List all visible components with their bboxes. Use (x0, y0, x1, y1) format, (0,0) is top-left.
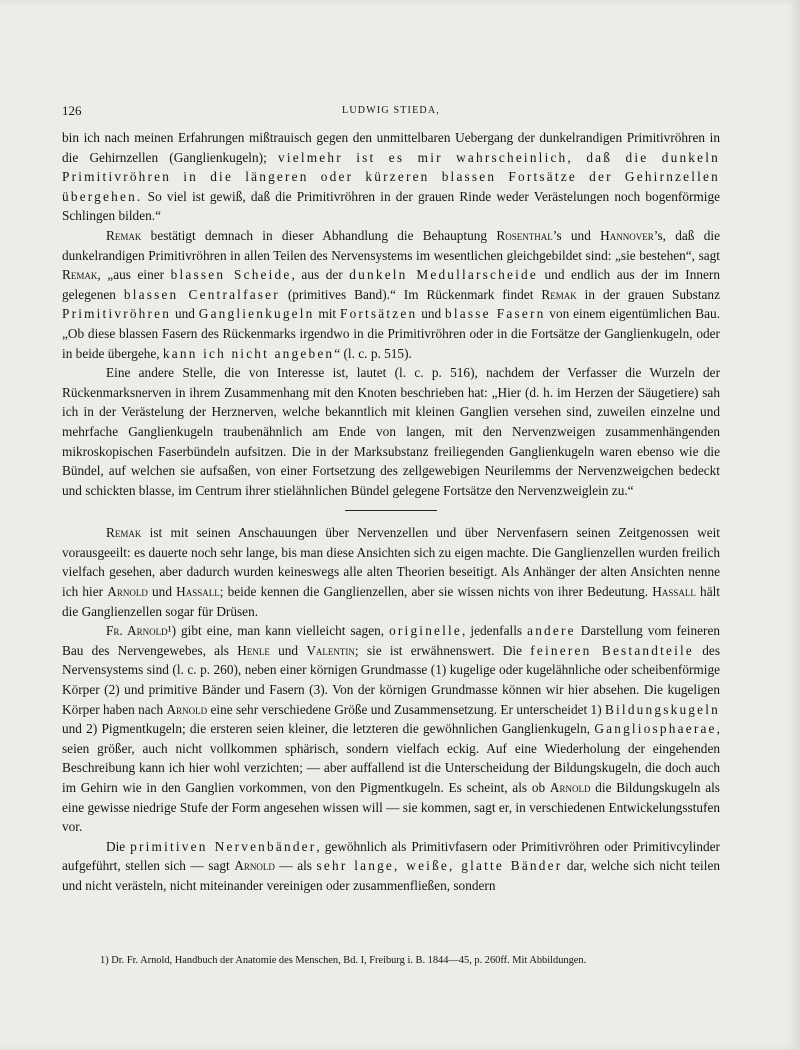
emphasized-text: dunkeln Medullarscheide (349, 267, 538, 283)
emphasized-text: Fortsätzen (339, 306, 418, 322)
emphasized-text: primitiven Nervenbänder (130, 838, 317, 854)
author-name: Arnold (234, 858, 275, 874)
text-run: ’s und (552, 227, 601, 243)
emphasized-text: sehr lange, weiße, glatte Bänder (316, 858, 563, 874)
author-name: Hannover (600, 227, 654, 243)
author-name: Arnold (166, 701, 208, 717)
text-run: Eine andere Stelle, die von Interesse ist, lautet (l. c. p. 516), nachdem der Verfasser die Wurzeln der Rückenmarksnerven in ihrem Zusammenhang mit den Knoten beschrieben hat: „Hier (d. h. im Herzen der Säugetiere) sah ich in der Verästelung der Herznerven, welche bekanntlich mit kleinen Ganglien versehen sind, zuweilen einzelne und mehrfache Ganglienkugeln traubenähnlich am Ende von langen, mit den Nervenzweigen zusammenhängenden mikroskopischen Faserbündeln aufsitzen. Die in der Marksubstanz freiliegenden Ganglienkugeln waren ebenso wie die Bündel, auf welchen sie aufsaßen, von einer Fortsetzung des zellgewebigen Neurilemms der Nervenzweigchen bedeckt und schickten blasse, im Centrum ihrer stielähnlichen Bündel gelegene Fortsätze den Nervenzweiglein zu.“ (62, 365, 720, 498)
text-run: ¹) gibt eine, man kann vielleicht sagen, (167, 623, 390, 639)
text-run: — als (274, 858, 317, 874)
text-run: und endlich aus der im Innern gelegenen (62, 267, 720, 302)
author-name: Arnold (107, 584, 148, 600)
text-run: eine sehr verschiedene Größe und Zusammensetzung. Er unterscheidet 1) (207, 701, 605, 717)
emphasized-text: Ganglienkugeln (198, 306, 315, 322)
emphasized-text: blassen Scheide (170, 267, 292, 283)
text-run: und (147, 584, 177, 600)
emphasized-text: andere (527, 623, 576, 639)
text-run: hält die Ganglienzellen sogar für Drüsen. (62, 584, 720, 619)
text-run: , aus der (291, 267, 350, 283)
page-number: 126 (62, 103, 82, 118)
text-run: des Nervensystems sind (l. c. p. 260), neben einer körnigen Grundmasse (1) kugelige oder kugelähnliche oder scheibenförmige Körper (2) und primitive Bänder und Fasern (3). Von der körnigen Grundmasse können wir hier absehen. Die kugeligen Körper haben nach (62, 642, 721, 717)
running-head: LUDWIG STIEDA, (342, 105, 440, 116)
text-run: “ (l. c. p. 515). (334, 345, 412, 361)
text-run: und (171, 306, 199, 322)
emphasized-text: Gangliosphaerae (594, 721, 717, 737)
text-run: ; beide kennen die Ganglienzellen, aber sie wissen nichts von ihrer Bedeutung. (219, 584, 653, 600)
author-name: Arnold (549, 780, 591, 795)
body-text (62, 128, 720, 896)
text-run: Darstellung vom feineren Bau des Nervengewebes, als (62, 623, 720, 658)
emphasized-text: kann ich nicht angeben (162, 345, 335, 361)
text-run: , gewöhnlich als Primitivfasern oder Primitivröhren oder Primitivcylinder aufgeführt, stellen sich — sagt (62, 838, 720, 874)
text-run: Die (106, 838, 131, 854)
paragraph (62, 837, 720, 896)
text-run: und (269, 642, 307, 658)
author-name: Fr. Arnold (106, 623, 168, 639)
text-run: mit (314, 306, 340, 322)
text-run: ; sie ist erwähnenswert. Die (354, 642, 531, 658)
text-run: (primitives Band).“ Im Rückenmark findet (279, 286, 542, 302)
paragraph (62, 523, 720, 621)
section-divider (345, 510, 437, 511)
emphasized-text: originelle (389, 623, 463, 639)
author-name: Hassall (176, 584, 220, 600)
author-name: Hassall (652, 584, 696, 600)
footnote: 1) Dr. Fr. Arnold, Handbuch der Anatomie des Menschen, Bd. I, Freiburg i. B. 1844—45, p. 260ff. Mit Abbildungen. (100, 955, 587, 966)
text-run: in der grauen Substanz (576, 286, 720, 302)
text-run: und (417, 306, 446, 322)
text-run: und 2) Pigmentkugeln; die ersteren seien kleiner, die letzteren die gewöhnlichen Ganglienkugeln, (62, 721, 595, 737)
text-run: von einem eigentümlichen Bau. „Ob diese blassen Fasern des Rückenmarks irgendwo in die Primitivröhren oder in die Fortsätze der Ganglienkugeln, oder in beide übergehe, (62, 306, 721, 361)
author-name: Remak (62, 267, 98, 283)
paragraph (62, 621, 720, 837)
emphasized-text: blassen Centralfaser (123, 286, 280, 302)
author-name: Remak (541, 286, 577, 302)
text-run: die Bildungskugeln als eine gewisse niedrige Stufe der Form angesehen wissen will — sie kommen, sagt er, in verschiedenen Entwickelungsstufen vor. (62, 780, 720, 835)
text-run: So viel ist gewiß, daß die Primitivröhren in der grauen Rinde weder Verästelungen noch bogenförmige Schlingen bilden.“ (62, 188, 720, 224)
text-run: bestätigt demnach in dieser Abhandlung die Behauptung (141, 227, 497, 243)
author-name: Remak (106, 227, 142, 243)
text-run: , „aus einer (97, 267, 171, 283)
text-run: ’s, daß die dunkelrandigen Primitivröhren in allen Teilen des Nervensystems im wesentlichen gleichgebildet sind: „sie bestehen“, sagt (62, 227, 720, 263)
emphasized-text: Bildungskugeln (604, 701, 720, 717)
emphasized-text: Primitivröhren (62, 306, 172, 322)
text-run: , jedenfalls (462, 623, 528, 639)
emphasized-text: vielmehr ist es mir wahrscheinlich, daß die dunkeln Primitivröhren in die längeren oder kürzeren blassen Fortsätze der Gehirnzellen übergehen. (62, 149, 720, 204)
text-run: bin ich nach meinen Erfahrungen mißtrauisch gegen den unmittelbaren Uebergang der dunkelrandigen Primitivröhren in die Gehirnzellen (Ganglienkugeln); (62, 130, 720, 165)
author-name: Valentin (306, 642, 355, 658)
paragraph (62, 226, 720, 363)
paragraph (62, 363, 720, 500)
author-name: Rosenthal (496, 227, 553, 243)
page-header (62, 103, 720, 121)
paragraph (62, 128, 720, 226)
author-name: Remak (106, 525, 142, 541)
emphasized-text: feineren Bestandteile (530, 642, 695, 658)
emphasized-text: blasse Fasern (445, 306, 546, 322)
author-name: Henle (237, 642, 270, 658)
text-run: , seien größer, auch nicht vollkommen sphärisch, sondern vielfach eckig. Auf eine Wiederholung der eingehenden Beschreibung kann ich hier wohl verzichten; — aber auffallend ist die Unterscheidung der Bildungskugeln, die doch auch im Gehirn wie in den Ganglien vorkommen, von den Pigmentkugeln. Es scheint, als ob (62, 721, 720, 795)
text-run: dar, welche sich nicht teilen und nicht verästeln, nicht miteinander vereinigen oder zusammenfließen, sondern (62, 858, 720, 893)
text-run: ist mit seinen Anschauungen über Nervenzellen und über Nervenfasern seinen Zeitgenossen weit vorausgeeilt: es dauerte noch sehr lange, bis man diese Ansichten sich zu eigen machte. Die Ganglienzellen wurden freilich vielfach gesehen, aber dadurch wurden keineswegs alle alten Theorien beseitigt. Als Anhänger der alten Ansichten nenne ich hier (62, 525, 720, 600)
